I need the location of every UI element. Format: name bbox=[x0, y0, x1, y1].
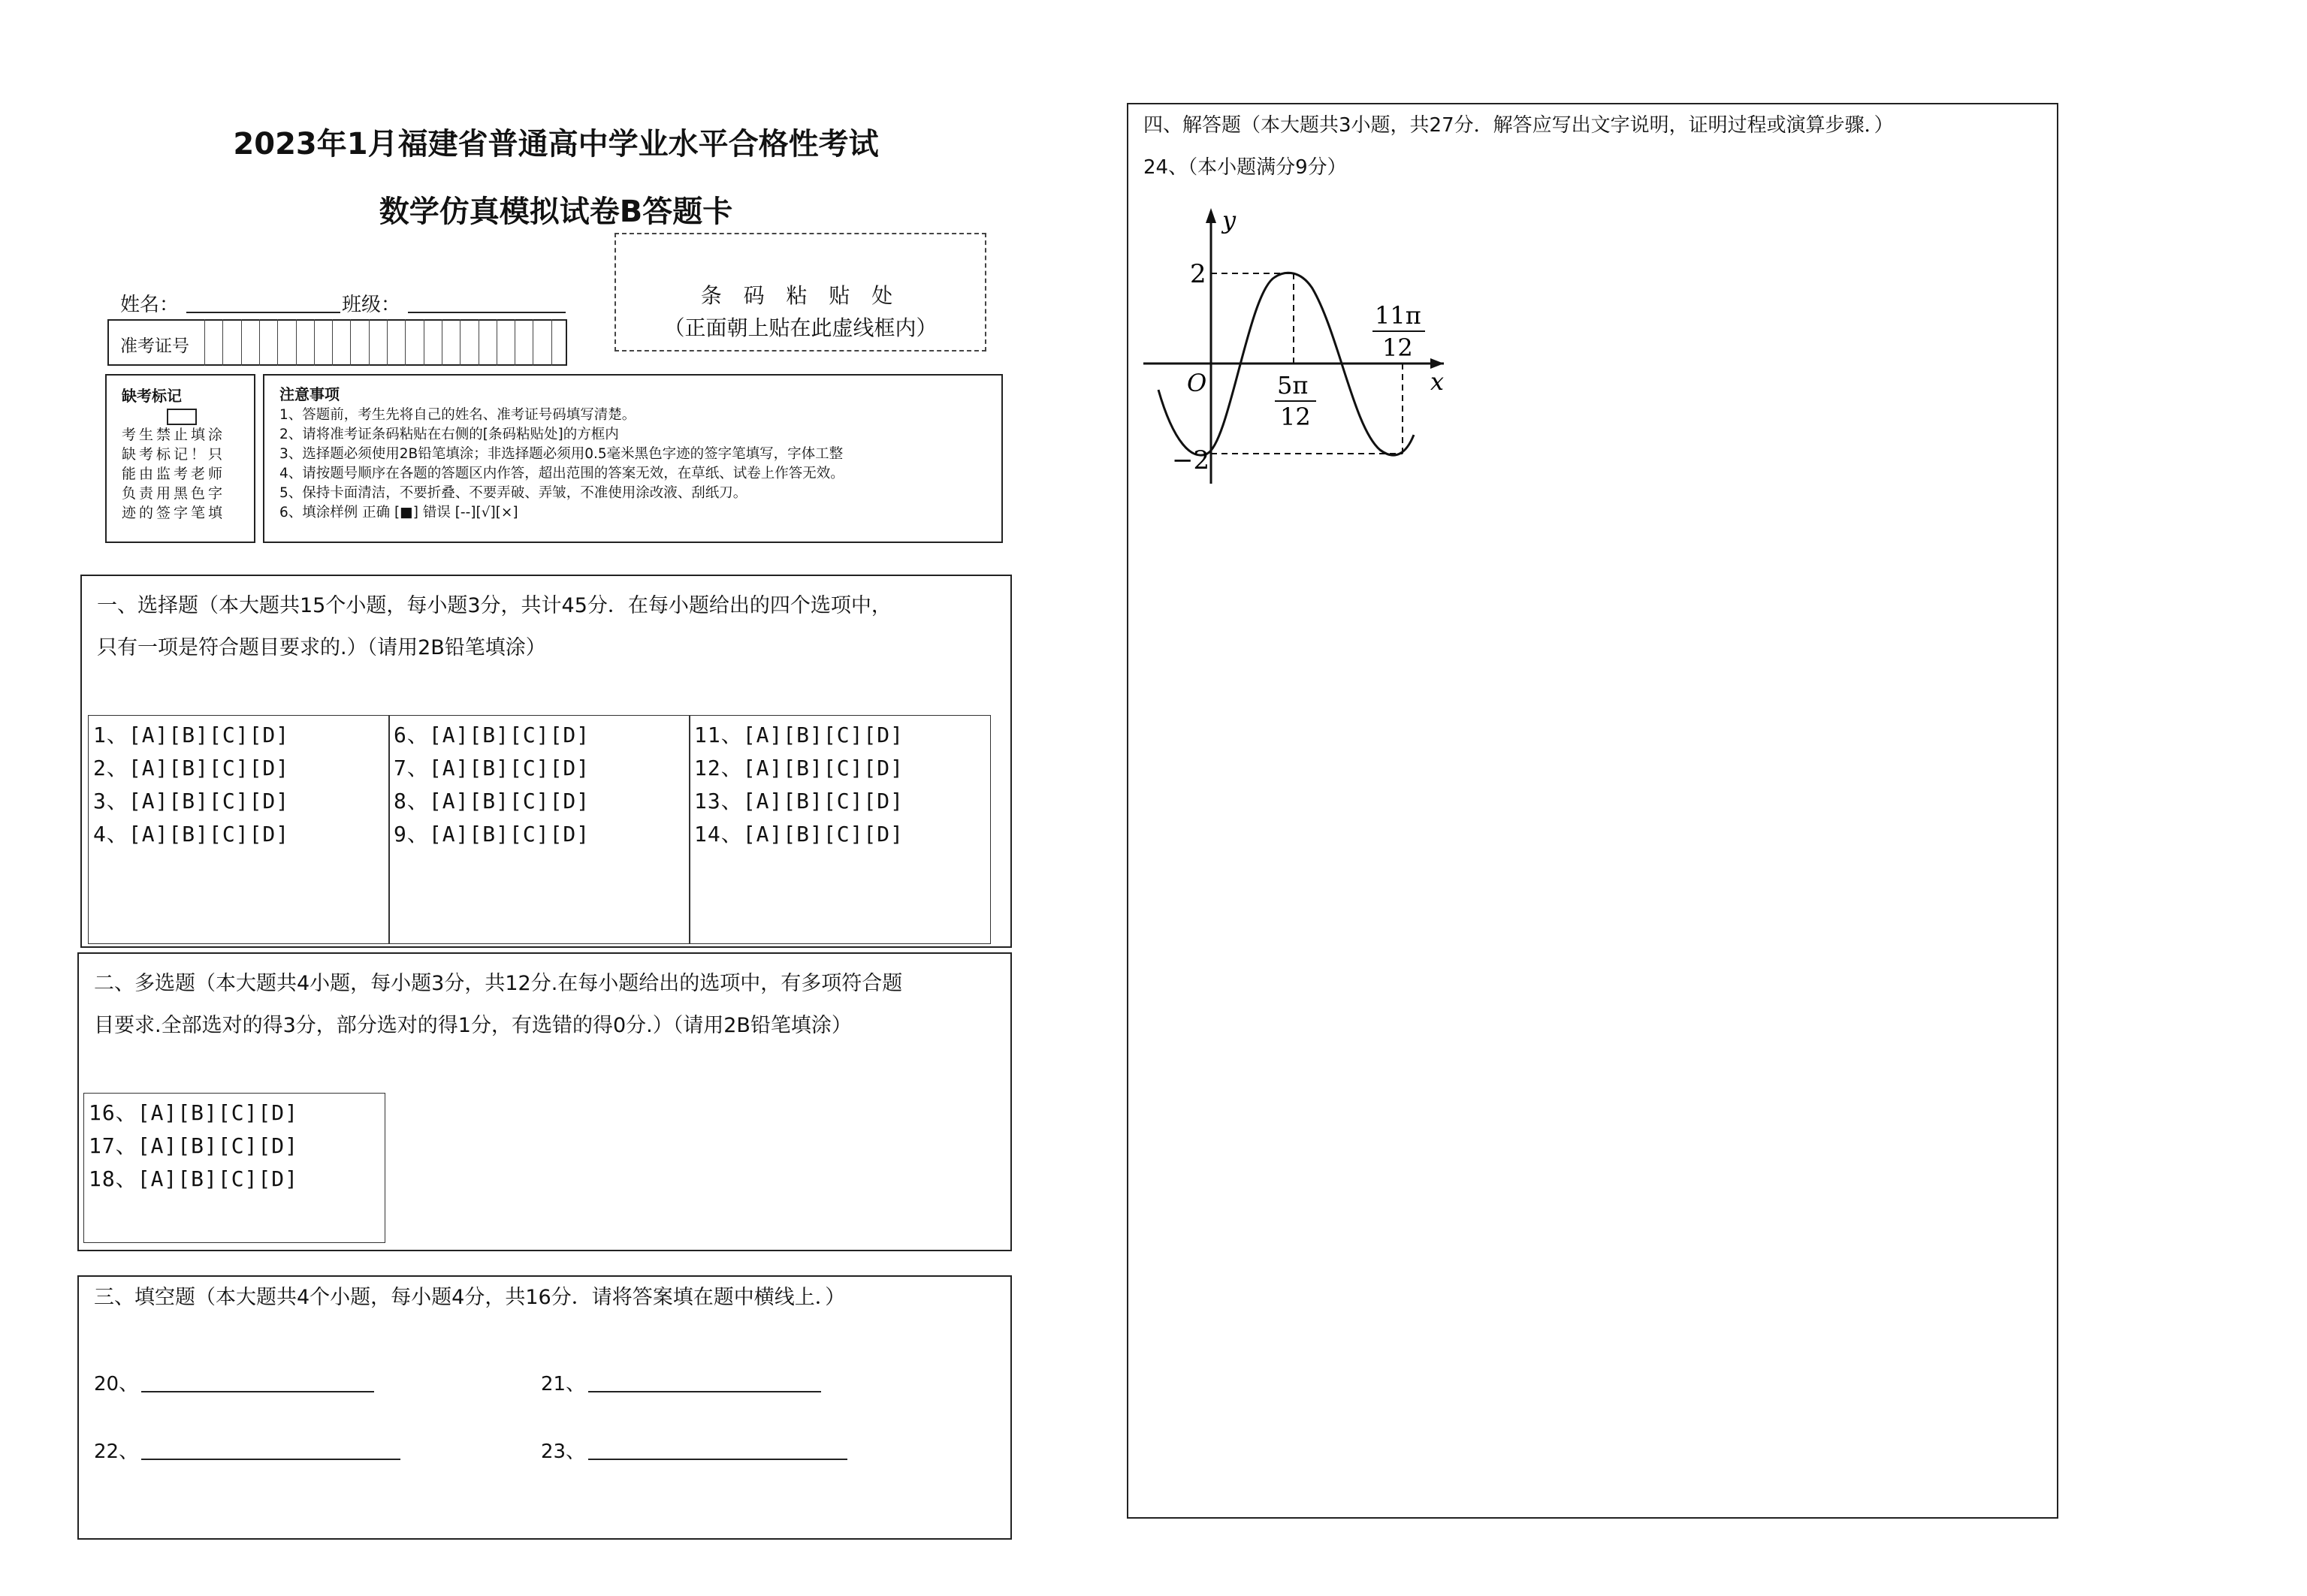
notice-box bbox=[263, 374, 1003, 543]
section-fill-header: 三、填空题（本大题共4个小题，每小题4分，共16分．请将答案填在题中横线上．） bbox=[94, 1286, 846, 1309]
section-choice bbox=[80, 575, 1012, 948]
sine-graph bbox=[1136, 202, 1451, 495]
class-field[interactable] bbox=[408, 312, 566, 313]
x-label-5pi-den: 12 bbox=[1280, 403, 1311, 431]
y-max-label: 2 bbox=[1190, 259, 1206, 289]
exam-id-cell[interactable] bbox=[259, 319, 277, 366]
exam-id-cell[interactable] bbox=[314, 319, 332, 366]
exam-id-cell[interactable] bbox=[241, 319, 259, 366]
y-axis-label: y bbox=[1222, 206, 1237, 234]
section-answer bbox=[1127, 103, 2058, 1519]
q24-label: 24、（本小题满分9分） bbox=[1143, 156, 1347, 179]
choice-question[interactable]: 3、[A][B][C][D] bbox=[93, 789, 290, 813]
exam-id-cell[interactable] bbox=[387, 319, 405, 366]
exam-id-cell[interactable] bbox=[369, 319, 387, 366]
exam-id-cell[interactable] bbox=[460, 319, 478, 366]
x-label-11pi-num: 11π bbox=[1375, 301, 1421, 330]
absent-box bbox=[105, 374, 255, 543]
notice-item: 3、选择题必须使用2B铅笔填涂；非选择题必须用0.5毫米黑色字迹的签字笔填写，字体工整 bbox=[279, 446, 844, 462]
choice-column-1 bbox=[88, 715, 390, 944]
absent-title: 缺考标记 bbox=[122, 387, 182, 405]
exam-id-cell[interactable] bbox=[479, 319, 497, 366]
exam-id-cell[interactable] bbox=[296, 319, 314, 366]
choice-question[interactable]: 9、[A][B][C][D] bbox=[394, 822, 590, 846]
choice-question[interactable]: 13、[A][B][C][D] bbox=[694, 789, 904, 813]
fill-q20-label: 20、 bbox=[94, 1373, 139, 1395]
exam-id-cell[interactable] bbox=[533, 319, 551, 366]
exam-id-cell[interactable] bbox=[497, 319, 515, 366]
choice-question[interactable]: 4、[A][B][C][D] bbox=[93, 822, 290, 846]
absent-line: 缺考标记！只 bbox=[122, 446, 226, 463]
absent-line: 考生禁止填涂 bbox=[122, 427, 226, 443]
section-fill bbox=[77, 1275, 1012, 1540]
exam-id-cell[interactable] bbox=[405, 319, 423, 366]
choice-question[interactable]: 11、[A][B][C][D] bbox=[694, 723, 904, 747]
name-label: 姓名： bbox=[120, 294, 180, 316]
fill-q21-label: 21、 bbox=[541, 1373, 586, 1395]
x-label-11pi-den: 12 bbox=[1382, 333, 1413, 362]
fill-q23-label: 23、 bbox=[541, 1441, 586, 1463]
choice-question[interactable]: 7、[A][B][C][D] bbox=[394, 756, 590, 780]
fill-q23-field[interactable] bbox=[588, 1459, 847, 1460]
notice-item: 6、填涂样例 正确 [■] 错误 [--][√][×] bbox=[279, 505, 518, 520]
exam-id-cell[interactable] bbox=[204, 319, 222, 366]
choice-question[interactable]: 12、[A][B][C][D] bbox=[694, 756, 904, 780]
section-multi-header: 二、多选题（本大题共4小题，每小题3分，共12分.在每小题给出的选项中，有多项符合题 目要求.全部选对的得3分，部分选对的得1分，有选错的得0分.）（请用2B铅笔填涂） bbox=[94, 972, 903, 1037]
multi-question[interactable]: 16、[A][B][C][D] bbox=[89, 1100, 299, 1125]
exam-id-cell[interactable] bbox=[515, 319, 533, 366]
page-title: 2023年1月福建省普通高中学业水平合格性考试 bbox=[233, 127, 879, 161]
y-min-label: −2 bbox=[1172, 445, 1210, 475]
multi-question[interactable]: 18、[A][B][C][D] bbox=[89, 1166, 299, 1191]
notice-item: 4、请按题号顺序在各题的答题区内作答，超出范围的答案无效，在草纸、试卷上作答无效。 bbox=[279, 466, 844, 481]
fill-q21-field[interactable] bbox=[588, 1391, 821, 1392]
multi-question[interactable]: 17、[A][B][C][D] bbox=[89, 1133, 299, 1158]
fill-q20-field[interactable] bbox=[141, 1391, 374, 1392]
choice-question[interactable]: 1、[A][B][C][D] bbox=[93, 723, 290, 747]
choice-column-3 bbox=[689, 715, 991, 944]
page-subtitle: 数学仿真模拟试卷B答题卡 bbox=[379, 195, 733, 229]
exam-id-cell[interactable] bbox=[277, 319, 295, 366]
exam-id-cell[interactable] bbox=[424, 319, 442, 366]
exam-id-cell[interactable] bbox=[350, 319, 368, 366]
notice-item: 1、答题前，考生先将自己的姓名、准考证号码填写清楚。 bbox=[279, 407, 636, 423]
barcode-area bbox=[614, 233, 986, 351]
section-answer-header: 四、解答题（本大题共3小题，共27分．解答应写出文字说明，证明过程或演算步骤．） bbox=[1143, 114, 1894, 137]
absent-line: 迹的签字笔填 bbox=[122, 505, 226, 521]
section-multi bbox=[77, 952, 1012, 1251]
choice-column-2 bbox=[388, 715, 690, 944]
choice-question[interactable]: 8、[A][B][C][D] bbox=[394, 789, 590, 813]
section-choice-header: 一、选择题（本大题共15个小题，每小题3分，共计45分．在每小题给出的四个选项中， 只有一项是符合题目要求的.）（请用2B铅笔填涂） bbox=[97, 594, 892, 659]
name-field[interactable] bbox=[186, 312, 340, 313]
barcode-note: （正面朝上贴在此虚线框内） bbox=[663, 315, 938, 340]
exam-id-cell[interactable] bbox=[551, 319, 569, 366]
absent-checkbox[interactable] bbox=[167, 409, 197, 425]
notice-item: 5、保持卡面清洁，不要折叠、不要弄破、弄皱，不准使用涂改液、刮纸刀。 bbox=[279, 485, 747, 501]
x-axis-label: x bbox=[1430, 367, 1445, 396]
exam-id-label: 准考证号 bbox=[120, 336, 189, 356]
exam-id-cell[interactable] bbox=[332, 319, 350, 366]
fill-q22-field[interactable] bbox=[141, 1459, 400, 1460]
notice-item: 2、请将准考证条码粘贴在右侧的[条码粘贴处]的方框内 bbox=[279, 427, 619, 442]
origin-label: O bbox=[1187, 369, 1207, 397]
notice-title: 注意事项 bbox=[279, 385, 340, 403]
barcode-title: 条 码 粘 贴 处 bbox=[700, 283, 901, 308]
choice-question[interactable]: 2、[A][B][C][D] bbox=[93, 756, 290, 780]
absent-line: 负责用黑色字 bbox=[122, 485, 226, 502]
x-label-5pi-num: 5π bbox=[1277, 371, 1309, 400]
absent-line: 能由监考老师 bbox=[122, 466, 226, 482]
multi-column-1 bbox=[83, 1093, 385, 1243]
class-label: 班级： bbox=[342, 294, 401, 316]
choice-question[interactable]: 14、[A][B][C][D] bbox=[694, 822, 904, 846]
choice-question[interactable]: 6、[A][B][C][D] bbox=[394, 723, 590, 747]
fill-q22-label: 22、 bbox=[94, 1441, 139, 1463]
exam-id-cell[interactable] bbox=[442, 319, 460, 366]
exam-id-cell[interactable] bbox=[222, 319, 240, 366]
